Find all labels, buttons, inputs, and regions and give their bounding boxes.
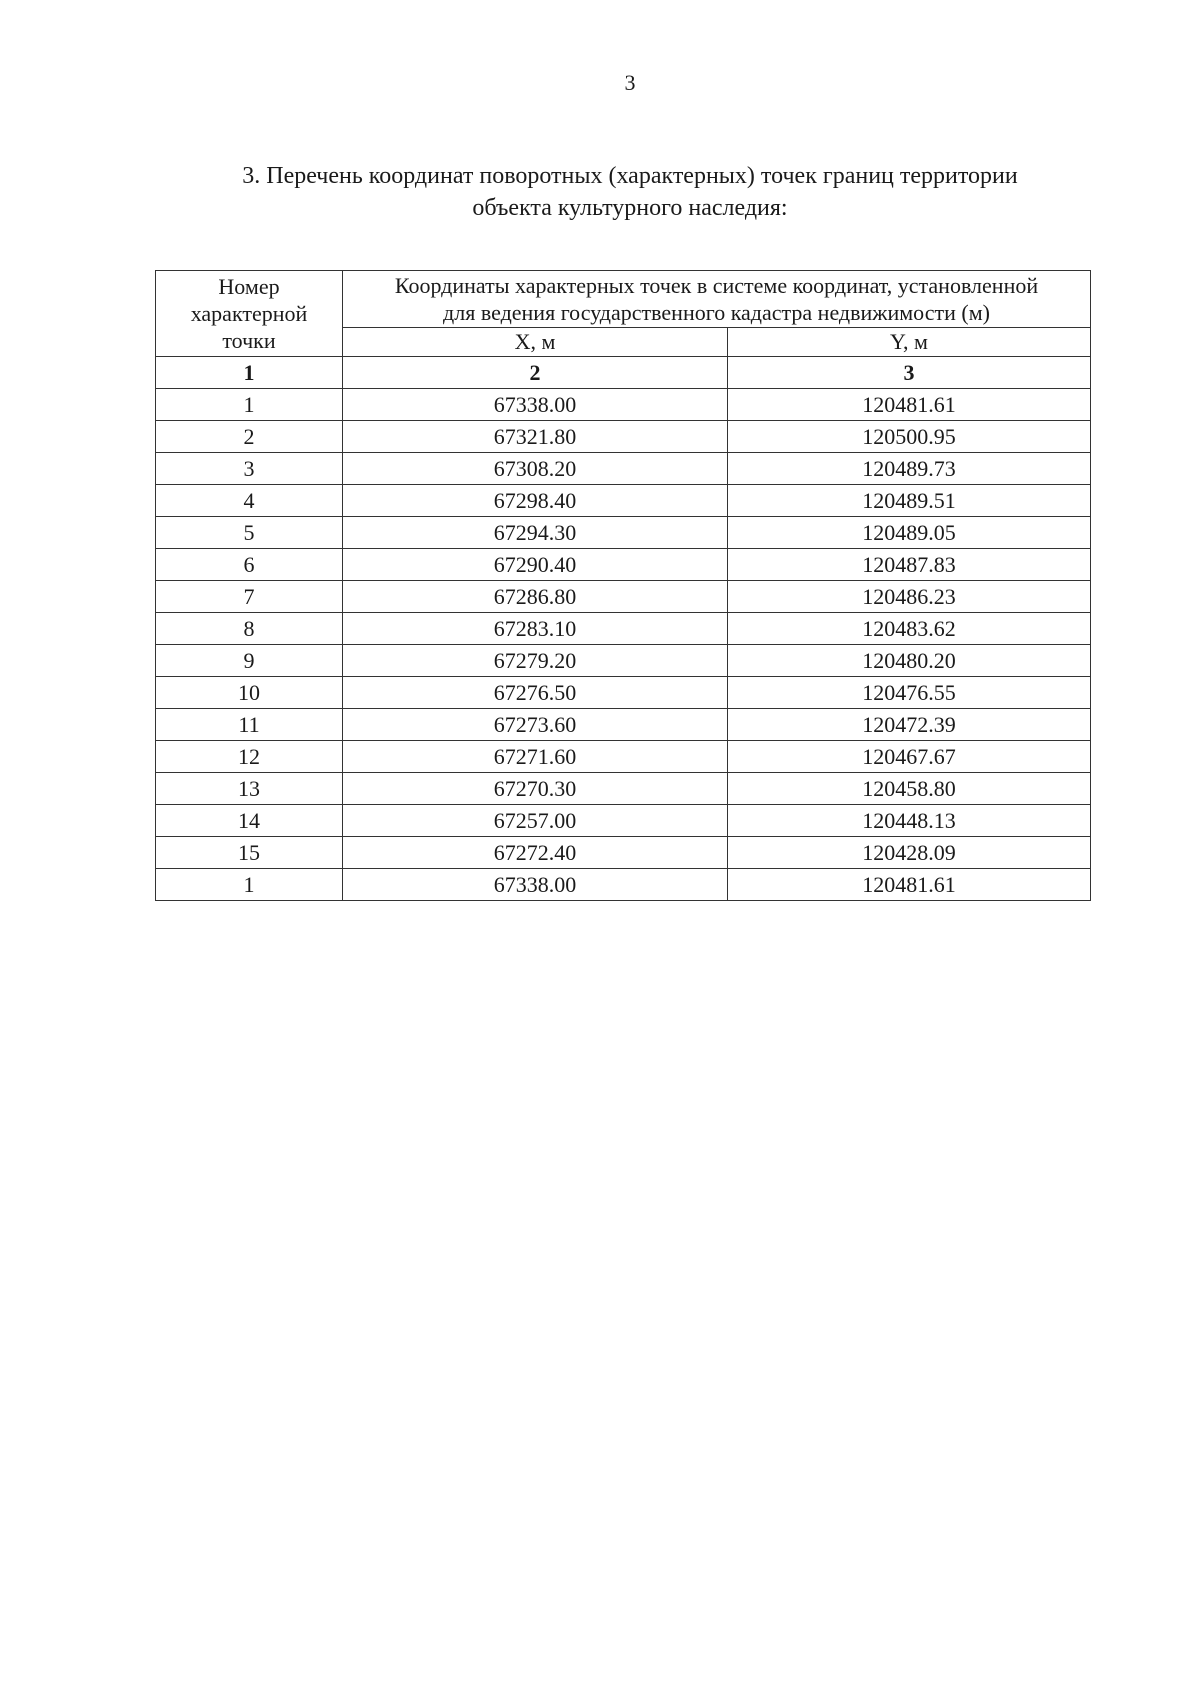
y-coordinate-cell: 120481.61 [728, 389, 1091, 421]
y-column-header: Y, м [728, 328, 1091, 357]
y-coordinate-cell: 120467.67 [728, 741, 1091, 773]
table-row [156, 677, 1091, 709]
table-row [156, 549, 1091, 581]
table-row [156, 869, 1091, 901]
point-number-cell: 8 [156, 613, 343, 645]
table-row [156, 645, 1091, 677]
table-row [156, 581, 1091, 613]
x-column-header: X, м [343, 328, 728, 357]
point-number-cell: 2 [156, 421, 343, 453]
point-number-header [156, 271, 343, 357]
x-coordinate-cell: 67276.50 [343, 677, 728, 709]
page-number: 3 [624, 70, 636, 95]
point-number-cell: 6 [156, 549, 343, 581]
point-header-line-1: Номер [218, 274, 280, 299]
table-row [156, 837, 1091, 869]
point-header-line-2: характерной [190, 301, 308, 326]
point-number-cell: 12 [156, 741, 343, 773]
section-title-line-1: 3. Перечень координат поворотных (характерных) точек границ территории [242, 163, 1018, 189]
section-title [200, 160, 1060, 224]
column-number-3: 3 [728, 357, 1091, 389]
y-coordinate-cell: 120458.80 [728, 773, 1091, 805]
point-number-cell: 1 [156, 869, 343, 901]
y-coordinate-cell: 120428.09 [728, 837, 1091, 869]
table-row [156, 613, 1091, 645]
x-coordinate-cell: 67294.30 [343, 517, 728, 549]
x-coordinate-cell: 67271.60 [343, 741, 728, 773]
x-coordinate-cell: 67321.80 [343, 421, 728, 453]
y-coordinate-cell: 120489.51 [728, 485, 1091, 517]
point-number-cell: 5 [156, 517, 343, 549]
x-coordinate-cell: 67308.20 [343, 453, 728, 485]
point-number-cell: 9 [156, 645, 343, 677]
point-number-cell: 13 [156, 773, 343, 805]
x-coordinate-cell: 67338.00 [343, 389, 728, 421]
y-coordinate-cell: 120483.62 [728, 613, 1091, 645]
x-coordinate-cell: 67279.20 [343, 645, 728, 677]
table-row [156, 741, 1091, 773]
table-row [156, 517, 1091, 549]
x-coordinate-cell: 67272.40 [343, 837, 728, 869]
column-numbers-row [156, 357, 1091, 389]
coordinates-header-line-2: для ведения государственного кадастра недвижимости (м) [443, 300, 990, 325]
table-header-row [156, 271, 1091, 328]
table-row [156, 709, 1091, 741]
x-coordinate-cell: 67286.80 [343, 581, 728, 613]
section-title-line-2: объекта культурного наследия: [472, 195, 788, 221]
point-number-cell: 14 [156, 805, 343, 837]
table-row [156, 773, 1091, 805]
table-row [156, 453, 1091, 485]
point-header-line-3: точки [222, 328, 276, 353]
x-coordinate-cell: 67283.10 [343, 613, 728, 645]
y-coordinate-cell: 120486.23 [728, 581, 1091, 613]
y-coordinate-cell: 120500.95 [728, 421, 1091, 453]
y-coordinate-cell: 120448.13 [728, 805, 1091, 837]
x-coordinate-cell: 67290.40 [343, 549, 728, 581]
y-coordinate-cell: 120487.83 [728, 549, 1091, 581]
x-coordinate-cell: 67257.00 [343, 805, 728, 837]
table-row [156, 389, 1091, 421]
table-row [156, 421, 1091, 453]
point-number-cell: 4 [156, 485, 343, 517]
point-number-cell: 15 [156, 837, 343, 869]
y-coordinate-cell: 120476.55 [728, 677, 1091, 709]
coordinates-header-line-1: Координаты характерных точек в системе координат, установленной [394, 273, 1039, 298]
point-number-cell: 1 [156, 389, 343, 421]
point-number-cell: 3 [156, 453, 343, 485]
x-coordinate-cell: 67338.00 [343, 869, 728, 901]
x-coordinate-cell: 67298.40 [343, 485, 728, 517]
y-coordinate-cell: 120480.20 [728, 645, 1091, 677]
y-coordinate-cell: 120489.05 [728, 517, 1091, 549]
x-coordinate-cell: 67270.30 [343, 773, 728, 805]
coordinates-header [343, 271, 1091, 328]
y-coordinate-cell: 120481.61 [728, 869, 1091, 901]
y-coordinate-cell: 120489.73 [728, 453, 1091, 485]
point-number-cell: 10 [156, 677, 343, 709]
table-row [156, 485, 1091, 517]
column-number-1: 1 [156, 357, 343, 389]
y-coordinate-cell: 120472.39 [728, 709, 1091, 741]
table-row [156, 805, 1091, 837]
x-coordinate-cell: 67273.60 [343, 709, 728, 741]
point-number-cell: 7 [156, 581, 343, 613]
coordinates-table [155, 270, 1091, 901]
column-number-2: 2 [343, 357, 728, 389]
point-number-cell: 11 [156, 709, 343, 741]
